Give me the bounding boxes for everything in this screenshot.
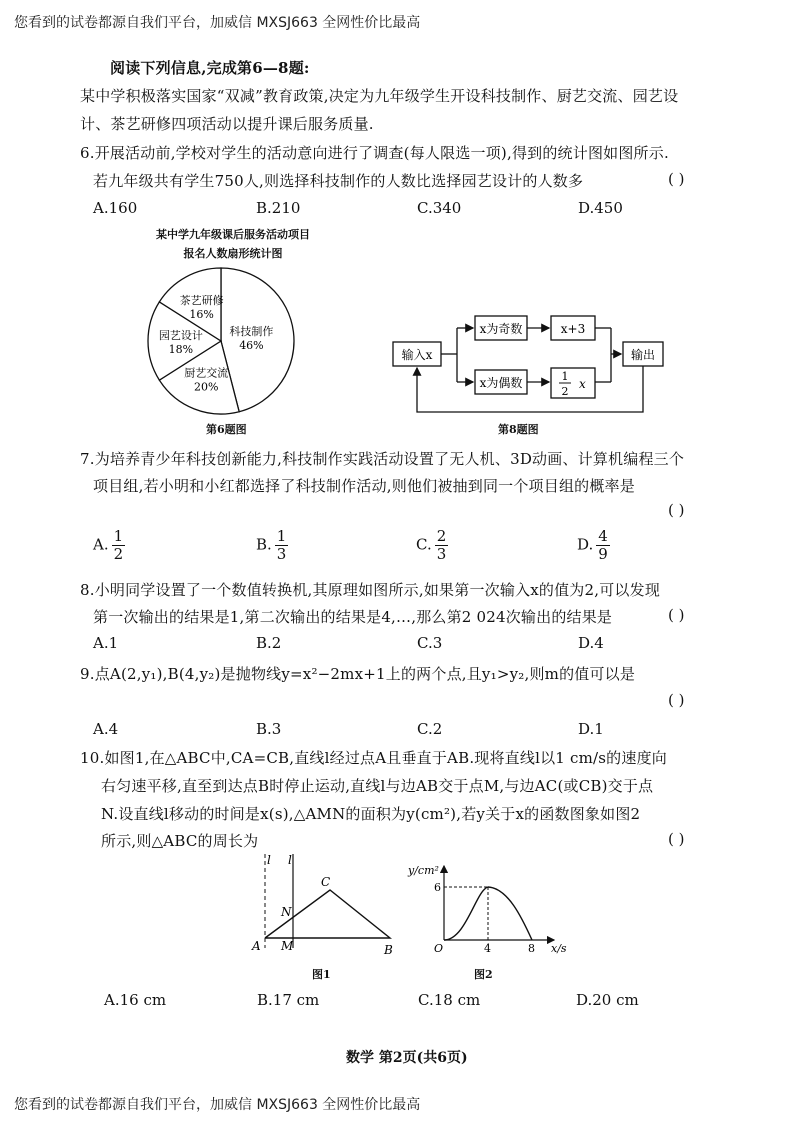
pie-label-2: 园艺设计 xyxy=(158,329,203,342)
flow-even-op-den: 2 xyxy=(561,385,569,398)
fig6-caption: 第6题图 xyxy=(206,423,247,436)
pie-value-0: 46% xyxy=(239,339,264,353)
flow-input-text: 输入x xyxy=(401,348,433,362)
flow-odd-op-text: x+3 xyxy=(560,322,586,336)
pie-label-1: 厨艺交流 xyxy=(184,366,229,380)
q8-answer-paren: ( ) xyxy=(668,606,685,624)
q9-option-a: A.4 xyxy=(93,720,119,738)
intro-line1: 阅读下列信息,完成第6—8题: xyxy=(110,59,310,77)
fig1-B: B xyxy=(384,943,393,957)
flow-even-op-num: 1 xyxy=(561,370,569,383)
fig2-y6: 6 xyxy=(434,881,441,894)
fig1-caption: 图1 xyxy=(312,968,331,981)
fig2-x8: 8 xyxy=(528,942,535,955)
q9-option-b: B.3 xyxy=(256,720,282,738)
q10-option-b: B.17 cm xyxy=(257,991,320,1009)
pie-label-3: 茶艺研修 xyxy=(179,293,224,307)
q7-answer-paren: ( ) xyxy=(668,501,685,519)
q8-option-a: A.1 xyxy=(93,634,119,652)
figure-2-graph xyxy=(404,860,574,960)
q7-option-c: C. $\frac{2}{3}$ xyxy=(416,527,447,563)
q8-line1: 8.小明同学设置了一个数值转换机,其原理如图所示,如果第一次输入x的值为2,可以发现 xyxy=(80,581,661,599)
flowchart xyxy=(385,310,675,420)
q10-line4: 所示,则△ABC的周长为 xyxy=(101,832,259,850)
fig2-x4: 4 xyxy=(484,942,491,955)
q10-answer-paren: ( ) xyxy=(668,830,685,848)
q10-option-d: D.20 cm xyxy=(576,991,639,1009)
figure-1-triangle xyxy=(248,852,408,962)
bottom-banner: 您看到的试卷都源自我们平台，加威信 MXSJ663 全网性价比最高 xyxy=(14,1097,421,1113)
q8-option-d: D.4 xyxy=(578,634,604,652)
pie-value-3: 16% xyxy=(189,307,214,321)
q10-option-a: A.16 cm xyxy=(104,991,167,1009)
q7-line2: 项目组,若小明和小红都选择了科技制作活动,则他们被抽到同一个项目组的概率是 xyxy=(93,477,635,495)
q6-option-b: B.210 xyxy=(256,199,301,217)
fig2-ylabel: y/cm² xyxy=(408,864,439,877)
fig1-l1: l xyxy=(267,853,271,867)
q8-option-c: C.3 xyxy=(417,634,443,652)
q10-line1: 10.如图1,在△ABC中,CA=CB,直线l经过点A且垂直于AB.现将直线l以1 cm/s的速度向 xyxy=(80,749,667,767)
q10-option-c: C.18 cm xyxy=(418,991,481,1009)
q6-line1: 6.开展活动前,学校对学生的活动意向进行了调查(每人限选一项),得到的统计图如图所示. xyxy=(80,144,669,162)
intro-line3: 计、茶艺研修四项活动以提升课后服务质量. xyxy=(80,115,374,133)
q6-option-c: C.340 xyxy=(417,199,462,217)
fig2-xlabel: x/s xyxy=(551,942,567,955)
flow-even-text: x为偶数 xyxy=(479,376,523,390)
q9-answer-paren: ( ) xyxy=(668,691,685,709)
top-banner: 您看到的试卷都源自我们平台，加威信 MXSJ663 全网性价比最高 xyxy=(14,15,421,31)
fig1-C: C xyxy=(321,875,331,889)
q7-line1: 7.为培养青少年科技创新能力,科技制作实践活动设置了无人机、3D动画、计算机编程三个 xyxy=(80,450,685,468)
q9-option-d: D.1 xyxy=(578,720,604,738)
pie-label-0: 科技制作 xyxy=(229,325,274,339)
page-footer: 数学 第2页(共6页) xyxy=(346,1050,468,1066)
q6-answer-paren: ( ) xyxy=(668,170,685,188)
pie-title-line2: 报名人数扇形统计图 xyxy=(183,247,283,260)
fig2-origin: O xyxy=(434,942,444,955)
pie-value-2: 18% xyxy=(168,343,194,356)
fig1-N: N xyxy=(281,905,292,919)
q6-option-a: A.160 xyxy=(93,199,138,217)
q10-line2: 右匀速平移,直至到达点B时停止运动,直线l与边AB交于点M,与边AC(或CB)交于点 xyxy=(101,777,654,795)
flow-even-op-box xyxy=(551,368,595,398)
q6-line2: 若九年级共有学生750人,则选择科技制作的人数比选择园艺设计的人数多 xyxy=(93,172,584,190)
fig1-M: M xyxy=(281,939,294,953)
intro-line2: 某中学积极落实国家“双减”教育政策,决定为九年级学生开设科技制作、厨艺交流、园艺设 xyxy=(80,87,679,105)
q10-line3: N.设直线l移动的时间是x(s),△AMN的面积为y(cm²),若y关于x的函数图象如图2 xyxy=(101,805,641,823)
pie-value-1: 20% xyxy=(193,380,219,394)
q9-option-c: C.2 xyxy=(417,720,443,738)
q7-option-b: B. $\frac{1}{3}$ xyxy=(256,527,287,563)
q8-line2: 第一次输出的结果是1,第二次输出的结果是4,…,那么第2 024次输出的结果是 xyxy=(93,608,613,626)
q7-option-a: A. $\frac{1}{2}$ xyxy=(93,527,124,563)
fig8-caption: 第8题图 xyxy=(498,423,539,436)
fig1-A: A xyxy=(252,939,261,953)
q9-line1: 9.点A(2,y₁),B(4,y₂)是抛物线y=x²−2mx+1上的两个点,且y₁>y₂,则m的值可以是 xyxy=(80,665,636,683)
pie-chart xyxy=(140,262,320,422)
flow-output-text: 输出 xyxy=(630,348,656,362)
flow-odd-text: x为奇数 xyxy=(479,322,523,336)
q6-option-d: D.450 xyxy=(578,199,623,217)
pie-title-line1: 某中学九年级课后服务活动项目 xyxy=(156,228,310,241)
fig1-l2: l xyxy=(288,853,292,867)
fig2-caption: 图2 xyxy=(474,968,493,981)
q8-option-b: B.2 xyxy=(256,634,282,652)
flow-even-op-var: x xyxy=(579,377,586,391)
q7-option-d: D. $\frac{4}{9}$ xyxy=(577,527,608,563)
